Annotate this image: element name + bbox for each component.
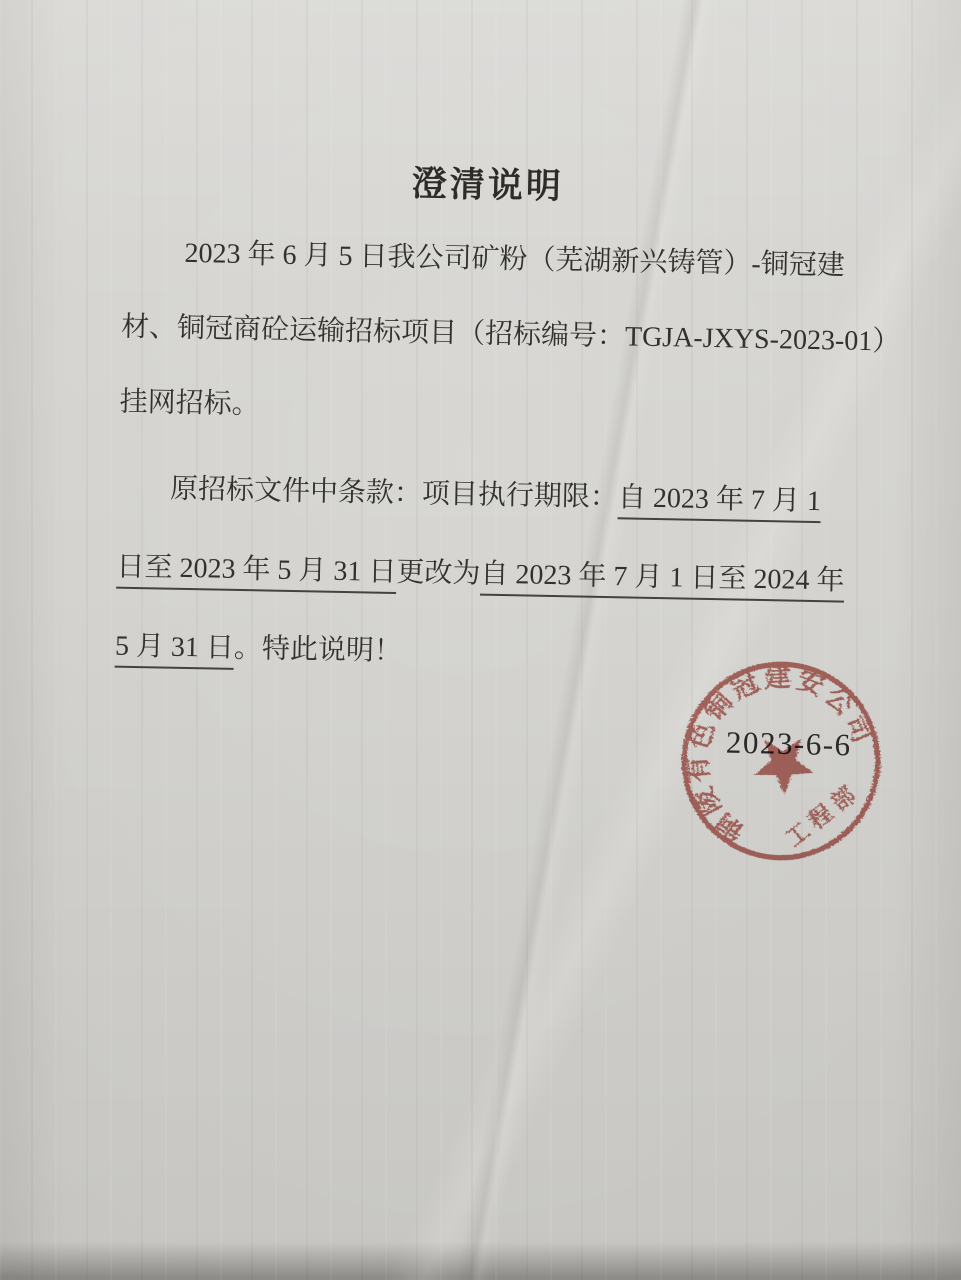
stamp-date: 2023-6-6: [725, 724, 853, 763]
stamp-department: 工程部: [781, 778, 866, 852]
text-segment: 。特此说明！: [233, 632, 403, 668]
text-line: [116, 528, 889, 622]
underlined-original-period-start: 自 2023 年 7 月 1: [618, 482, 822, 523]
text-line: [119, 365, 892, 455]
paragraph-opening: [119, 215, 901, 455]
text-line: [117, 449, 890, 543]
text-segment: 材、铜冠商砼运输招标项目（招标编号：TGJA-JXYS-2023-01）: [120, 311, 901, 358]
text-segment: 更改为: [396, 557, 481, 590]
document-title: 澄清说明: [411, 164, 565, 207]
stamp-company-name: 铜陵有色铜冠建安公司: [681, 662, 878, 848]
underlined-new-period-start: 自 2023 年 7 月 1 日至 2024 年: [480, 559, 845, 603]
text-segment: 挂网招标。: [119, 386, 260, 421]
underlined-original-period-end: 日至 2023 年 5 月 31 日: [116, 552, 397, 594]
underlined-new-period-end: 5 月 31 日: [115, 631, 235, 670]
text-segment: 2023 年 6 月 5 日我公司矿粉（芜湖新兴铸管）-铜冠建: [184, 237, 846, 282]
text-segment: 原招标文件中条款：项目执行期限：: [169, 473, 619, 514]
